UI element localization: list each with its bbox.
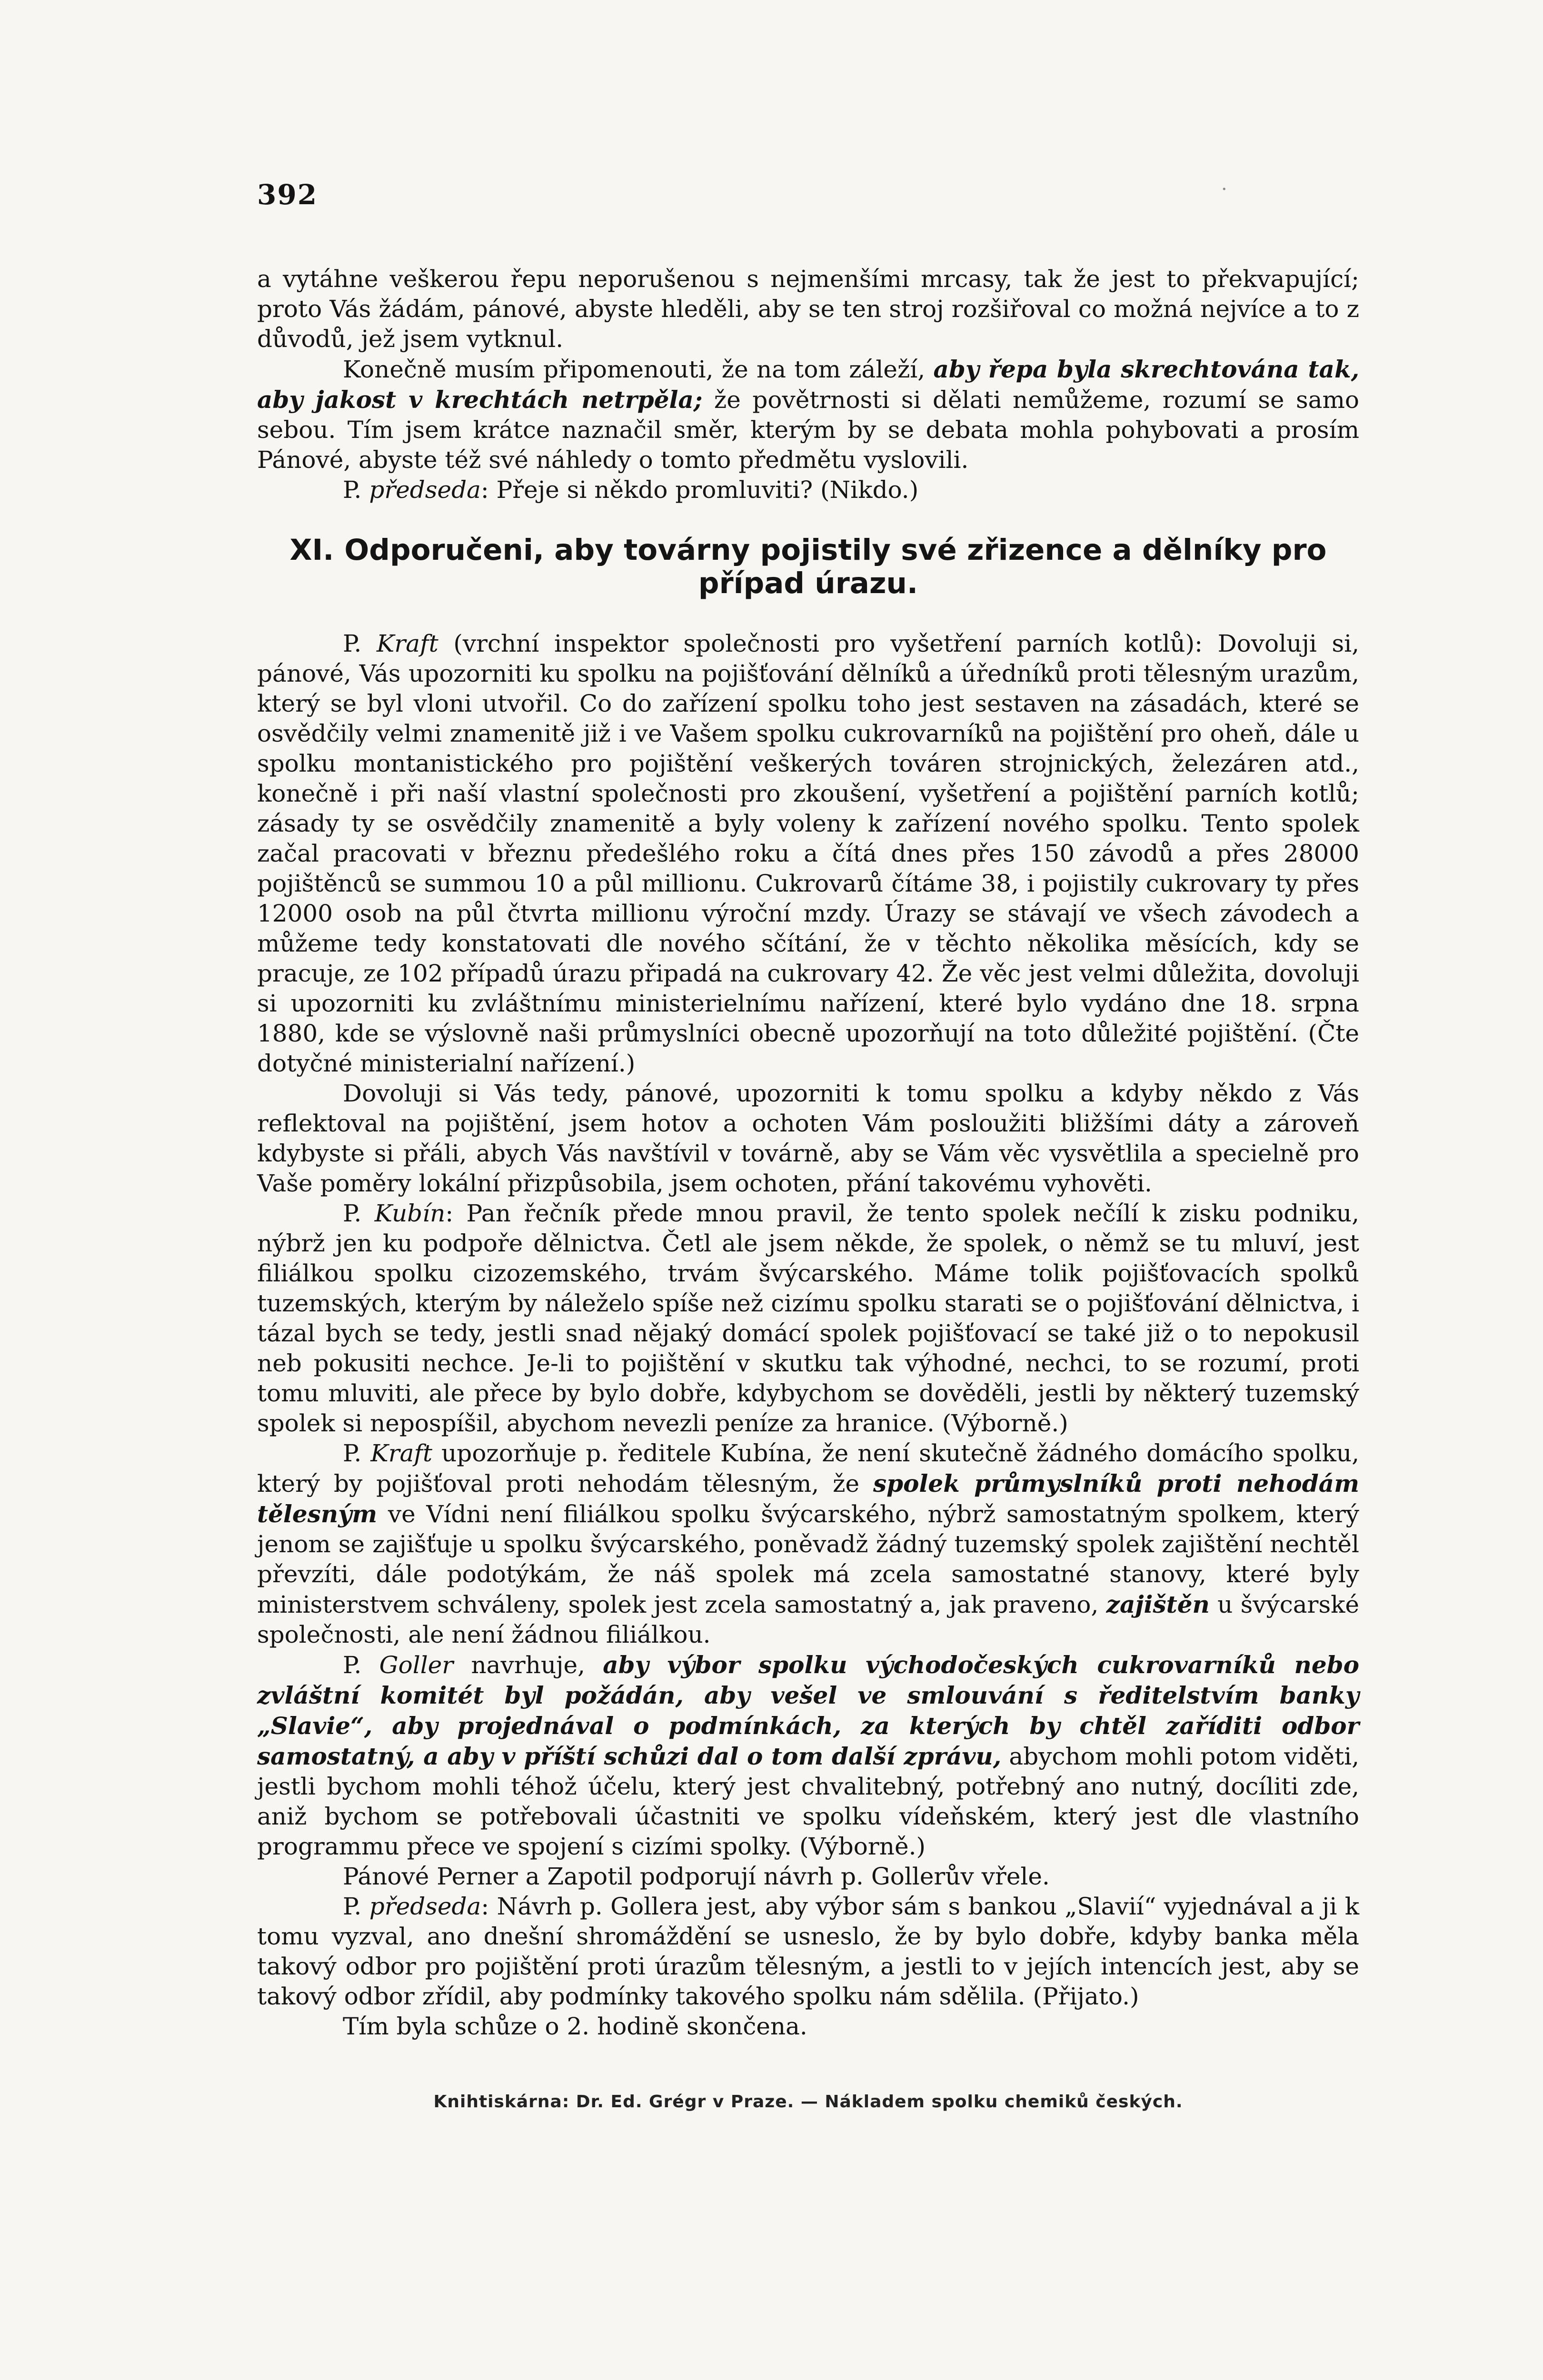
kraft-paragraph-3 <box>257 1438 1359 1650</box>
speaker-name: Goller <box>379 1651 454 1679</box>
emphasized-text: aby řepa byla skrechtována tak, aby jakost v krechtách netrpěla; <box>257 355 1359 414</box>
section-number: XI. <box>289 533 334 567</box>
goller-paragraph <box>257 1650 1359 1862</box>
text-run: (vrchní inspektor společnosti pro vyšetření parních kotlů): Dovoluji si, pánové, Vás upozorniti ku spolku na pojišťování dělníků a úředníků proti tělesným urazům, který se byl vloni utvořil. Co do zařízení spolku toho jest sestaven na zásadách, které se osvědčily velmi znamenitě již i ve Vašem spolku cukrovarníků na pojištění pro oheň, dále u spolku montanistického pro pojištění veškerých továren strojnických, železáren atd., konečně i při naší vlastní společnosti pro zkoušení, vyšetření a pojištění parních kotlů; zásady ty se osvědčily znamenitě a byly voleny k zařízení nového spolku. Tento spolek začal pracovati v březnu předešlého roku a čítá dnes přes 150 závodů a přes 28000 pojištěnců se summou 10 a půl millionu. Cukrovarů čítáme 38, i pojistily cukrovary ty přes 12000 osob na půl čtvrta millionu výroční mzdy. Úrazy se stávají ve všech závodech a můžeme tedy konstatovati dle nového sčítání, že v těchto několika měsících, kdy se pracuje, ze 102 případů úrazu připadá na cukrovary 42. Že věc jest velmi důležita, dovoluji si upozorniti ku zvláštnímu ministerielnímu nařízení, které bylo vydáno dne 18. srpna 1880, kde se výslovně naši průmyslníci obecně upozorňují na toto důležité pojištění. (Čte dotyčné ministerialní nařízení.) <box>257 630 1359 1077</box>
text-run: : Přeje si někdo promluviti? (Nikdo.) <box>480 476 919 504</box>
text-run: u švýcarské společnosti, ale není žádnou filiálkou. <box>257 1591 1360 1648</box>
section-heading <box>257 534 1359 600</box>
emphasized-text: zajištěn <box>1106 1590 1210 1618</box>
speaker-name: Kraft <box>370 1439 433 1467</box>
text-run: P. <box>343 1893 369 1920</box>
text-run: P. <box>343 476 369 504</box>
speaker-name: předseda <box>369 476 481 504</box>
intro-paragraph-2 <box>257 354 1359 475</box>
margin-mark: · <box>1221 178 1227 200</box>
text-run: ve Vídni není filiálkou spolku švýcarského, nýbrž samostatným spolkem, který jenom se zajišťuje u spolku švýcarského, poněvadž žádný tuzemský spolek zajištění nechtěl převzíti, dále podotýkám, že náš spolek má zcela samostatné stanovy, které byly ministerstvem schváleny, spolek jest zcela samostatný a, jak praveno, <box>257 1500 1359 1618</box>
kubin-paragraph <box>257 1199 1359 1438</box>
printer-footer: Knihtiskárna: Dr. Ed. Grégr v Praze. — Nákladem spolku chemiků českých. <box>433 2092 1183 2112</box>
perner-paragraph: Pánové Perner a Zapotil podporují návrh p. Gollerův vřele. <box>343 1863 1050 1890</box>
page-number: 392 <box>257 178 318 211</box>
text-run: P. <box>343 1439 371 1467</box>
text-run: navrhuje, <box>453 1651 603 1679</box>
text-run: : Návrh p. Gollera jest, aby výbor sám s bankou „Slavií“ vyjednával a ji k tomu vyzval, ano dnešní shromáždění se usneslo, že by bylo dobře, kdyby banka měla takový odbor pro pojištění proti úrazům tělesným, a jestli to v jejích intencích jest, aby se takový odbor zřídil, aby podmínky takového spolku nám sdělila. (Přijato.) <box>257 1893 1359 2010</box>
emphasized-text: spolek průmyslníků proti nehodám tělesným <box>257 1469 1359 1528</box>
chairman-paragraph <box>257 1892 1359 2012</box>
kraft-paragraph-1 <box>257 629 1359 1079</box>
chairman-question <box>257 475 1359 505</box>
text-run: P. <box>343 630 377 657</box>
intro-paragraph-1: a vytáhne veškerou řepu neporušenou s nejmenšími mrcasy, tak že jest to překvapující; proto Vás žádám, pánové, abyste hleděli, aby se ten stroj rozšiřoval co možná nejvíce a to z důvodů, jež jsem vytknul. <box>257 265 1359 353</box>
page-body <box>257 264 1359 2042</box>
text-run: upozorňuje p. ředitele Kubína, že není skutečně žádného domácího spolku, který by pojišťoval proti nehodám tělesným, že <box>257 1439 1359 1497</box>
text-run: P. <box>343 1651 379 1679</box>
section-title: Odporučeni, aby továrny pojistily své zřizence a dělníky pro případ úrazu. <box>344 533 1327 600</box>
emphasized-text: aby výbor spolku východočeských cukrovarníků nebo zvláštní komitét byl požádán, aby vešel ve smlouvání s ředitelstvím banky „Slavie“, aby projednával o podmínkách, za kterých by chtěl zaříditi odbor samostatný, a aby v příští schůzi dal o tom další zprávu, <box>257 1651 1359 1770</box>
kraft-paragraph-2: Dovoluji si Vás tedy, pánové, upozorniti k tomu spolku a kdyby někdo z Vás reflektoval na pojištění, jsem hotov a ochoten Vám posloužiti bližšími dáty a zároveň kdybyste si přáli, abych Vás navštívil v továrně, aby se Vám věc vysvětlila a specielně pro Vaše poměry lokální přizpůsobila, jsem ochoten, přání takovému vyhověti. <box>257 1080 1359 1197</box>
speaker-name: Kraft <box>377 630 438 657</box>
text-run: že povětrnosti si dělati nemůžeme, rozumí se samo sebou. Tím jsem krátce naznačil směr, kterým by se debata mohla pohybovati a prosím Pánové, abyste též své náhledy o tomto předmětu vyslovili. <box>257 386 1360 474</box>
text-run: : Pan řečník přede mnou pravil, že tento spolek nečílí k zisku podniku, nýbrž jen ku podpoře dělnictva. Četl ale jsem někde, že spolek, o němž se tu mluví, jest filiálkou spolku cizozemského, trvám švýcarského. Máme tolik pojišťovacích spolků tuzemských, kterým by náleželo spíše než cizímu spolku starati se o pojišťování dělnictva, i tázal bych se tedy, jestli snad nějaký domácí spolek pojišťovací se také již o to nepokusil neb pokusiti nechce. Je-li to pojištění v skutku tak výhodné, nechci, to se rozumí, proti tomu mluviti, ale přece by bylo dobře, kdybychom se dověděli, jestli by některý tuzemský spolek si nepospíšil, abychom nevezli peníze za hranice. (Výborně.) <box>257 1200 1359 1437</box>
closing-paragraph: Tím byla schůze o 2. hodině skončena. <box>343 2013 807 2040</box>
text-run: abychom mohli potom viděti, jestli bychom mohli téhož účelu, který jest chvalitebný, potřebný ano nutný, docíliti zde, aniž bychom se potřebovali účastniti ve spolku vídeňském, který jest dle vlastního programmu přece ve spojení s cizími spolky. (Výborně.) <box>257 1743 1359 1860</box>
text-run: Konečně musím připomenouti, že na tom záleží, <box>343 356 934 383</box>
speaker-name: předseda <box>369 1893 481 1920</box>
text-run: P. <box>343 1200 375 1227</box>
speaker-name: Kubín <box>374 1200 446 1227</box>
